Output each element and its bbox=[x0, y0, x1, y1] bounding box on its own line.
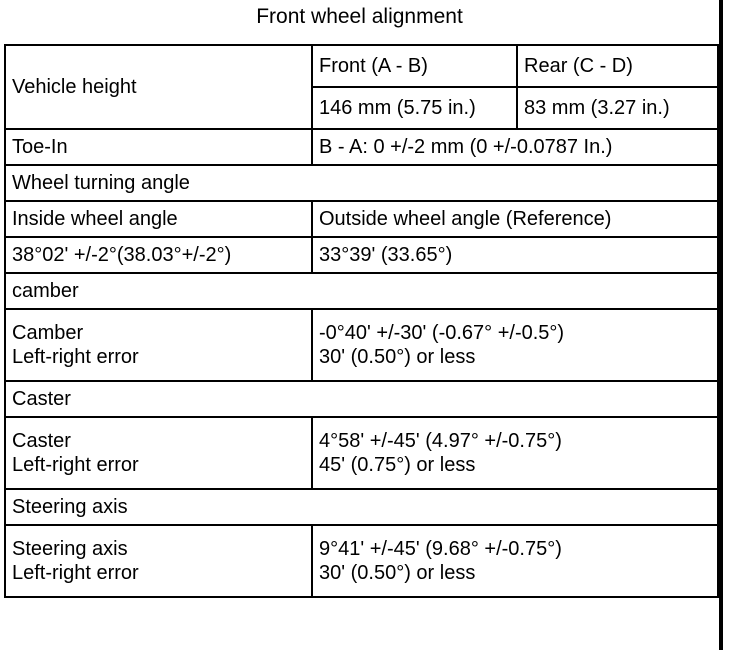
camber-section-row bbox=[5, 273, 718, 309]
vehicle-height-label: Vehicle height bbox=[5, 45, 312, 129]
caster-labels bbox=[5, 417, 312, 489]
turning-angle-section: Wheel turning angle bbox=[5, 165, 718, 201]
steering-axis-section: Steering axis bbox=[5, 489, 718, 525]
front-header: Front (A - B) bbox=[312, 45, 517, 87]
caster-section-row bbox=[5, 381, 718, 417]
caster-section: Caster bbox=[5, 381, 718, 417]
steering-axis-values bbox=[312, 525, 718, 597]
turning-angle-section-row bbox=[5, 165, 718, 201]
steering-axis-labels bbox=[5, 525, 312, 597]
inside-angle-value: 38°02' +/-2°(38.03°+/-2°) bbox=[5, 237, 312, 273]
outside-angle-header: Outside wheel angle (Reference) bbox=[312, 201, 718, 237]
camber-labels bbox=[5, 309, 312, 381]
table-title: Front wheel alignment bbox=[256, 5, 463, 28]
caster-value: 4°58' +/-45' (4.97° +/-0.75°) bbox=[319, 430, 562, 452]
camber-value: -0°40' +/-30' (-0.67° +/-0.5°) bbox=[319, 322, 565, 344]
caster-row bbox=[5, 417, 718, 489]
toe-in-value: B - A: 0 +/-2 mm (0 +/-0.0787 In.) bbox=[312, 129, 718, 165]
steering-axis-label: Steering axis bbox=[12, 538, 128, 560]
caster-label: Caster bbox=[12, 430, 71, 452]
front-height-value: 146 mm (5.75 in.) bbox=[312, 87, 517, 129]
steering-axis-row bbox=[5, 525, 718, 597]
right-border-rule bbox=[719, 0, 723, 650]
steering-axis-error-label: Left-right error bbox=[12, 562, 139, 584]
vehicle-height-row bbox=[5, 45, 718, 87]
rear-height-value: 83 mm (3.27 in.) bbox=[517, 87, 718, 129]
camber-row bbox=[5, 309, 718, 381]
outside-angle-value: 33°39' (33.65°) bbox=[312, 237, 718, 273]
camber-section: camber bbox=[5, 273, 718, 309]
caster-values bbox=[312, 417, 718, 489]
camber-error-value: 30' (0.50°) or less bbox=[319, 346, 476, 368]
toe-in-label: Toe-In bbox=[5, 129, 312, 165]
alignment-spec-table bbox=[4, 44, 719, 598]
camber-values bbox=[312, 309, 718, 381]
inside-angle-header: Inside wheel angle bbox=[5, 201, 312, 237]
steering-axis-value: 9°41' +/-45' (9.68° +/-0.75°) bbox=[319, 538, 562, 560]
camber-label: Camber bbox=[12, 322, 84, 344]
steering-axis-error-value: 30' (0.50°) or less bbox=[319, 562, 476, 584]
caster-error-value: 45' (0.75°) or less bbox=[319, 454, 476, 476]
toe-in-row bbox=[5, 129, 718, 165]
caster-error-label: Left-right error bbox=[12, 454, 139, 476]
turning-angle-header-row bbox=[5, 201, 718, 237]
rear-header: Rear (C - D) bbox=[517, 45, 718, 87]
turning-angle-values-row bbox=[5, 237, 718, 273]
camber-error-label: Left-right error bbox=[12, 346, 139, 368]
steering-axis-section-row bbox=[5, 489, 718, 525]
